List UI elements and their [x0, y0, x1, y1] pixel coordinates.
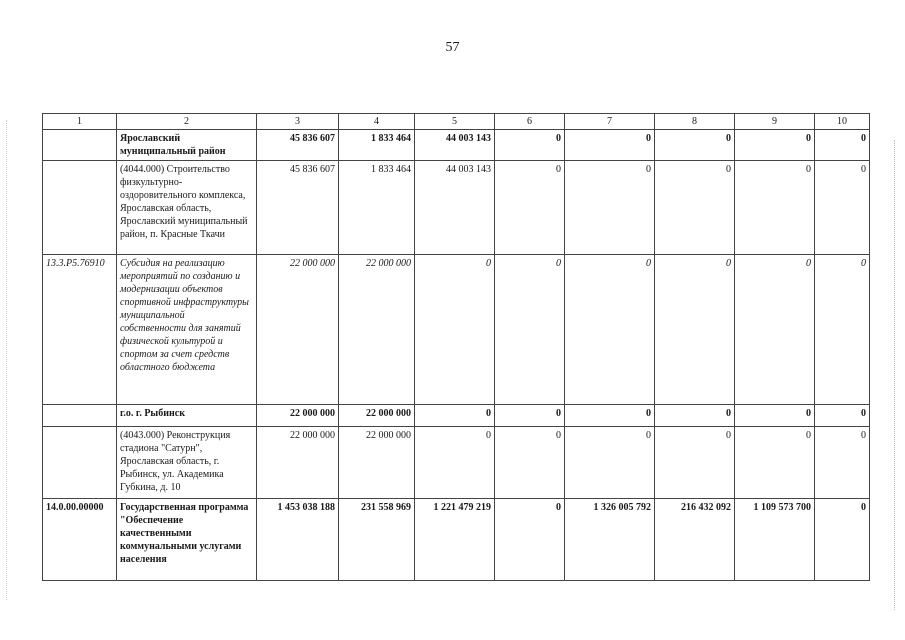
- amount-cell: 1 833 464: [339, 161, 415, 255]
- amount-cell: 0: [655, 130, 735, 161]
- header-cell-5: 5: [415, 114, 495, 130]
- table-row: [43, 499, 870, 581]
- table-header-row: [43, 114, 870, 130]
- name-cell: Государственная программа "Обеспечение качественными коммунальными услугами населения: [117, 499, 257, 581]
- amount-cell: 0: [565, 427, 655, 499]
- amount-cell: 0: [815, 255, 870, 405]
- table-row: [43, 405, 870, 427]
- amount-cell: 0: [565, 255, 655, 405]
- amount-cell: 1 453 038 188: [257, 499, 339, 581]
- amount-cell: 0: [565, 130, 655, 161]
- table-row: [43, 161, 870, 255]
- name-cell: Ярославский муниципальный район: [117, 130, 257, 161]
- amount-cell: 0: [815, 130, 870, 161]
- amount-cell: 44 003 143: [415, 130, 495, 161]
- name-cell: г.о. г. Рыбинск: [117, 405, 257, 427]
- code-cell: 13.3.P5.76910: [43, 255, 117, 405]
- header-cell-6: 6: [495, 114, 565, 130]
- code-cell: 14.0.00.00000: [43, 499, 117, 581]
- amount-cell: 216 432 092: [655, 499, 735, 581]
- amount-cell: 0: [815, 161, 870, 255]
- amount-cell: 0: [495, 427, 565, 499]
- header-cell-7: 7: [565, 114, 655, 130]
- amount-cell: 0: [735, 130, 815, 161]
- amount-cell: 22 000 000: [257, 427, 339, 499]
- name-cell: (4044.000) Строительство физкультурно-оздоровительного комплекса, Ярославская область, Ярославский муниципальный район, п. Красные Ткачи: [117, 161, 257, 255]
- amount-cell: 0: [565, 405, 655, 427]
- amount-cell: 1 109 573 700: [735, 499, 815, 581]
- budget-table: [42, 113, 870, 581]
- header-cell-4: 4: [339, 114, 415, 130]
- table-row: [43, 427, 870, 499]
- amount-cell: 0: [495, 255, 565, 405]
- header-cell-9: 9: [735, 114, 815, 130]
- code-cell: [43, 130, 117, 161]
- amount-cell: 45 836 607: [257, 130, 339, 161]
- table-row: [43, 130, 870, 161]
- amount-cell: 1 221 479 219: [415, 499, 495, 581]
- amount-cell: 0: [735, 161, 815, 255]
- amount-cell: 0: [495, 130, 565, 161]
- amount-cell: 0: [495, 161, 565, 255]
- amount-cell: 1 833 464: [339, 130, 415, 161]
- amount-cell: 22 000 000: [257, 405, 339, 427]
- amount-cell: 22 000 000: [339, 405, 415, 427]
- amount-cell: 0: [655, 427, 735, 499]
- amount-cell: 0: [815, 499, 870, 581]
- amount-cell: 0: [495, 405, 565, 427]
- amount-cell: 1 326 005 792: [565, 499, 655, 581]
- code-cell: [43, 161, 117, 255]
- scan-edge-artifact-left: [6, 120, 9, 600]
- amount-cell: 0: [735, 427, 815, 499]
- amount-cell: 0: [655, 161, 735, 255]
- amount-cell: 44 003 143: [415, 161, 495, 255]
- amount-cell: 0: [415, 255, 495, 405]
- code-cell: [43, 427, 117, 499]
- amount-cell: 0: [815, 405, 870, 427]
- amount-cell: 45 836 607: [257, 161, 339, 255]
- amount-cell: 0: [735, 405, 815, 427]
- header-cell-10: 10: [815, 114, 870, 130]
- page-number: 57: [445, 40, 460, 55]
- amount-cell: 22 000 000: [257, 255, 339, 405]
- amount-cell: 0: [415, 427, 495, 499]
- code-cell: [43, 405, 117, 427]
- header-cell-1: 1: [43, 114, 117, 130]
- table-row: [43, 255, 870, 405]
- amount-cell: 0: [565, 161, 655, 255]
- amount-cell: 0: [815, 427, 870, 499]
- amount-cell: 0: [655, 255, 735, 405]
- scan-edge-artifact: [894, 140, 897, 610]
- amount-cell: 22 000 000: [339, 255, 415, 405]
- header-cell-8: 8: [655, 114, 735, 130]
- amount-cell: 0: [735, 255, 815, 405]
- amount-cell: 231 558 969: [339, 499, 415, 581]
- amount-cell: 0: [655, 405, 735, 427]
- name-cell: Субсидия на реализацию мероприятий по созданию и модернизации объектов спортивной инфраструктуры муниципальной собственности для занятий физической культурой и спортом за счет средств областного бюджета: [117, 255, 257, 405]
- amount-cell: 0: [495, 499, 565, 581]
- header-cell-2: 2: [117, 114, 257, 130]
- amount-cell: 22 000 000: [339, 427, 415, 499]
- name-cell: (4043.000) Реконструкция стадиона "Сатурн", Ярославская область, г. Рыбинск, ул. Академика Губкина, д. 10: [117, 427, 257, 499]
- header-cell-3: 3: [257, 114, 339, 130]
- amount-cell: 0: [415, 405, 495, 427]
